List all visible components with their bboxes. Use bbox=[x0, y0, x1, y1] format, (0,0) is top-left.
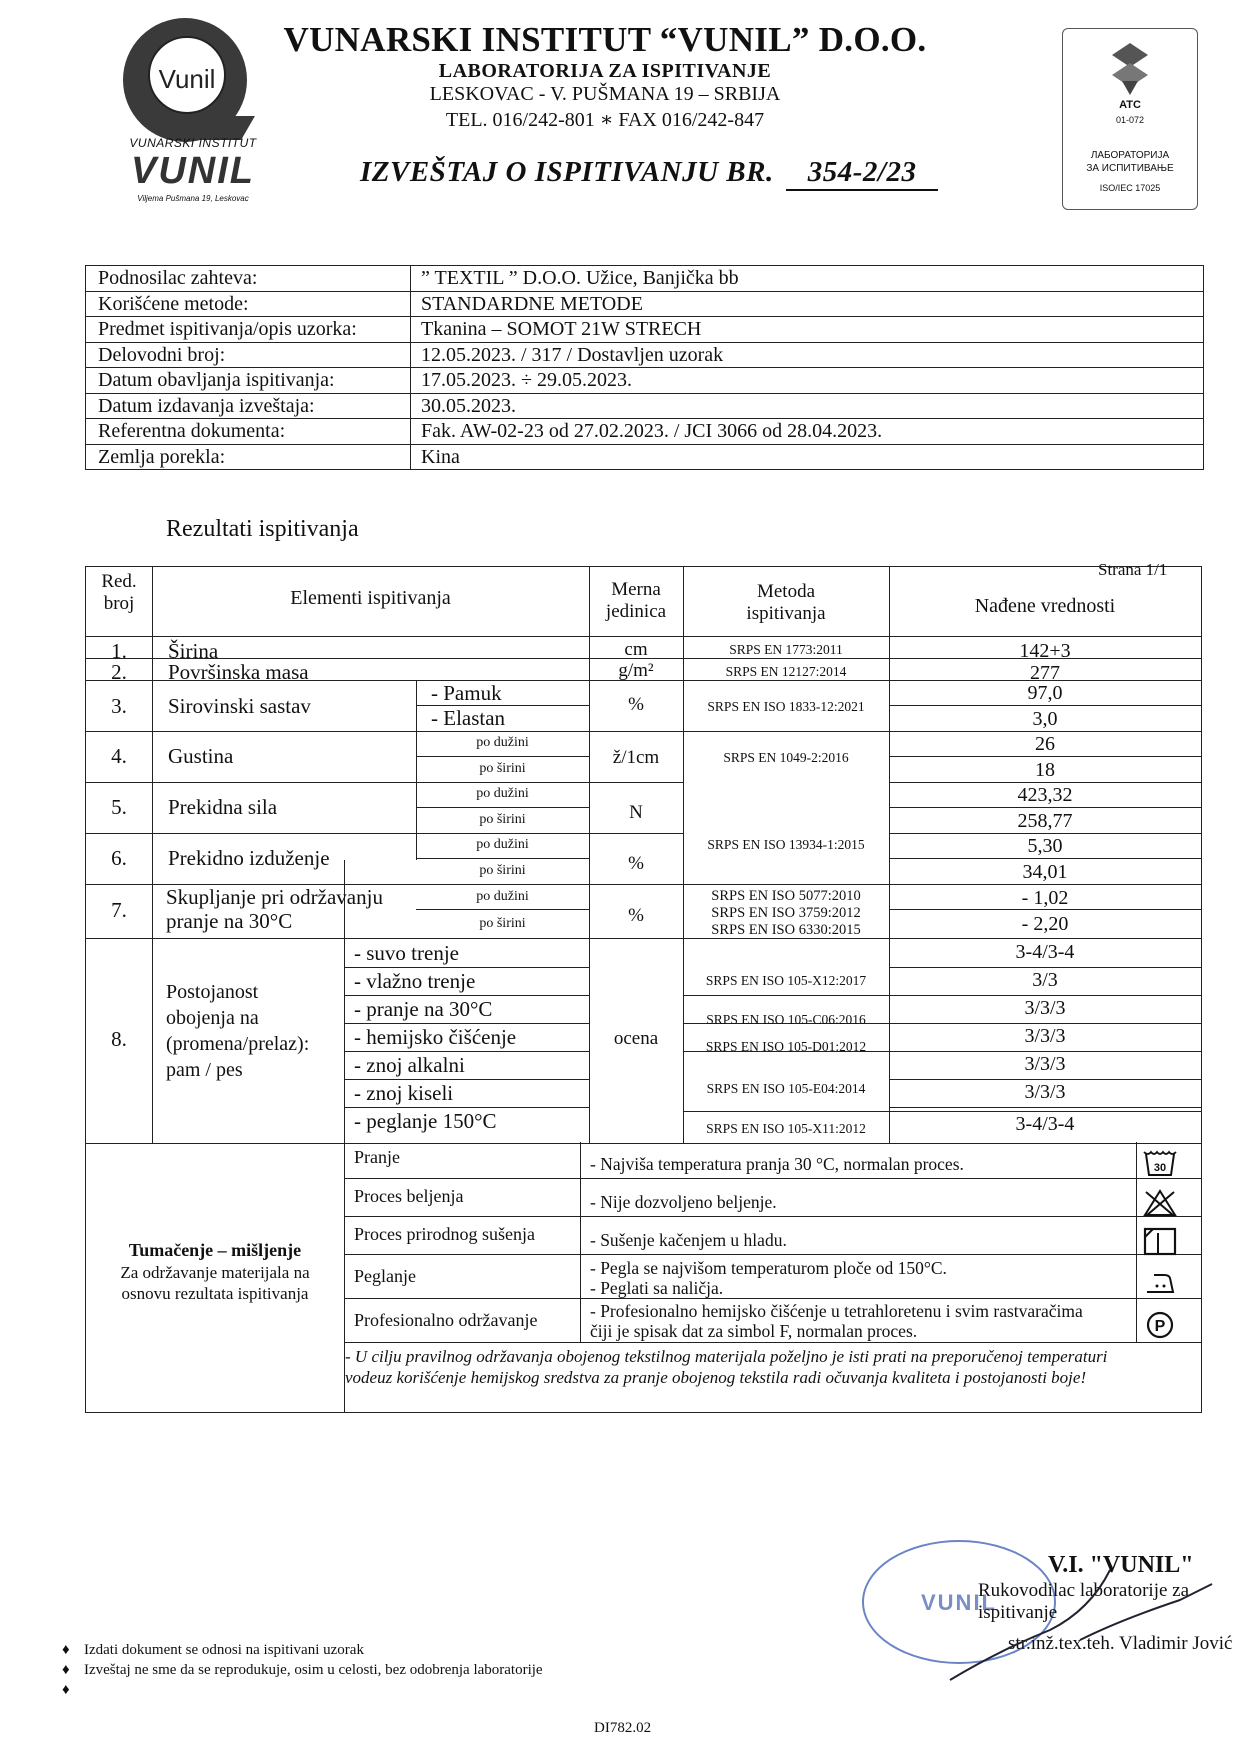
row-sub: - Elastan bbox=[431, 706, 506, 730]
header-no bbox=[86, 571, 152, 615]
row-value: 277 bbox=[1030, 662, 1060, 684]
header-no-line1: Red. bbox=[101, 571, 137, 592]
atc-lab-line2: ЗА ИСПИТИВАЊЕ bbox=[1086, 163, 1174, 174]
col-divider bbox=[1136, 1142, 1137, 1342]
atc-logo-icon bbox=[1108, 41, 1152, 97]
laboratory-name: LABORATORIJA ZA ISPITIVANJE bbox=[438, 60, 772, 82]
info-row bbox=[86, 317, 1203, 343]
logo-caption: VUNARSKI INSTITUT bbox=[129, 136, 257, 150]
row-divider bbox=[889, 807, 1201, 808]
wash-30-icon bbox=[1142, 1148, 1178, 1178]
info-row bbox=[86, 445, 1203, 470]
row-method: SRPS EN 1049-2:2016 bbox=[723, 750, 849, 765]
stamp-text: VUNIL bbox=[921, 1590, 997, 1615]
row-unit: % bbox=[628, 853, 644, 874]
row-divider bbox=[344, 1298, 1201, 1299]
info-label: Predmet ispitivanja/opis uzorka: bbox=[86, 317, 411, 342]
vunil-logo bbox=[118, 18, 268, 203]
care-text bbox=[590, 1301, 1083, 1341]
row-sub: po širini bbox=[479, 916, 526, 931]
handwritten-signature bbox=[940, 1560, 1220, 1690]
care-text-line: čiji je spisak dat za simbol F, normalan proces. bbox=[590, 1321, 918, 1341]
info-value: Kina bbox=[421, 445, 460, 468]
info-label: Korišćene metode: bbox=[86, 292, 411, 317]
info-label: Referentna dokumenta: bbox=[86, 419, 411, 444]
row-value: 3-4/3-4 bbox=[1015, 941, 1075, 963]
row-sub: po dužini bbox=[476, 837, 529, 852]
row-method: SRPS EN ISO 105-E04:2014 bbox=[706, 1081, 866, 1096]
logo-address: Viljema Pušmana 19, Leskovac bbox=[137, 194, 249, 203]
row-value: - 1,02 bbox=[1021, 887, 1069, 909]
signature-name: str.inž.tex.teh. Vladimir Jović bbox=[1008, 1633, 1233, 1654]
institute-name: VUNARSKI INSTITUT “VUNIL” D.O.O. bbox=[283, 20, 927, 59]
signature-org: V.I. "VUNIL" bbox=[1048, 1552, 1194, 1578]
footer-notes bbox=[62, 1640, 543, 1700]
row-divider bbox=[86, 782, 683, 783]
info-value: ” TEXTIL ” D.O.O. Užice, Banjička bb bbox=[421, 267, 739, 289]
row-value: - 2,20 bbox=[1021, 913, 1069, 935]
header-value: Nađene vrednosti bbox=[974, 595, 1116, 617]
row-divider bbox=[683, 1111, 1201, 1112]
row-sub: - suvo trenje bbox=[354, 941, 459, 965]
results-title: Rezultati ispitivanja bbox=[166, 516, 359, 542]
row-sub: po dužini bbox=[476, 889, 529, 904]
row-name bbox=[166, 979, 309, 1083]
row-divider bbox=[86, 636, 1201, 637]
row-value: 258,77 bbox=[1017, 810, 1073, 832]
row-sub: - hemijsko čišćenje bbox=[354, 1025, 517, 1049]
document-code: DI782.02 bbox=[594, 1720, 652, 1736]
row-name-line1: Skupljanje pri održavanju bbox=[166, 885, 383, 909]
care-text-line: - Profesionalno hemijsko čišćenje u tetrahloretenu i svim rastvaračima bbox=[590, 1301, 1083, 1321]
page-number: Strana 1/1 bbox=[1098, 560, 1168, 579]
row-sub: po širini bbox=[479, 812, 526, 827]
row-divider bbox=[344, 967, 589, 968]
interpretation-subtitle-line: osnovu rezultata ispitivanja bbox=[121, 1284, 309, 1303]
row-divider bbox=[344, 1023, 589, 1024]
report-number: 354-2/23 bbox=[786, 156, 939, 191]
footer-line bbox=[62, 1680, 543, 1700]
row-value: 5,30 bbox=[1027, 835, 1063, 857]
row-value: 34,01 bbox=[1022, 861, 1068, 883]
info-value: 17.05.2023. ÷ 29.05.2023. bbox=[421, 369, 632, 391]
row-divider bbox=[416, 858, 589, 859]
report-title-text: IZVEŠTAJ O ISPITIVANJU BR. bbox=[360, 156, 774, 188]
info-row bbox=[86, 343, 1203, 369]
row-method: SRPS EN 1773:2011 bbox=[729, 642, 843, 657]
row-value: 18 bbox=[1035, 759, 1055, 781]
row-sub: po širini bbox=[479, 761, 526, 776]
bullet-icon: ♦ bbox=[62, 1682, 70, 1698]
interpretation-subtitle-line: Za održavanje materijala na bbox=[120, 1263, 310, 1282]
row-method: SRPS EN ISO 13934-1:2015 bbox=[707, 837, 865, 852]
row-no: 7. bbox=[111, 898, 127, 922]
row-divider bbox=[889, 1107, 1201, 1108]
row-value: 3/3/3 bbox=[1024, 1053, 1066, 1075]
row-unit: N bbox=[629, 802, 643, 823]
footer-line bbox=[62, 1660, 543, 1680]
row-divider bbox=[889, 782, 1201, 783]
row-sub: - Pamuk bbox=[431, 681, 502, 705]
row-sub: po dužini bbox=[476, 786, 529, 801]
row-divider bbox=[86, 833, 683, 834]
row-divider bbox=[416, 807, 589, 808]
header-element: Elementi ispitivanja bbox=[290, 587, 451, 609]
atc-code: 01-072 bbox=[1115, 115, 1145, 125]
row-sub: - vlažno trenje bbox=[354, 969, 476, 993]
row-unit: ž/1cm bbox=[612, 747, 660, 768]
row-sub: - znoj kiseli bbox=[354, 1081, 454, 1105]
iron-icon bbox=[1142, 1268, 1178, 1298]
atc-label: ATC bbox=[1119, 99, 1141, 111]
logo-badge-text: Vunil bbox=[158, 64, 216, 94]
results-table bbox=[85, 566, 1202, 1144]
header-no-line2: broj bbox=[103, 593, 135, 614]
row-sub: po širini bbox=[479, 863, 526, 878]
care-text-line: - Pegla se najvišom temperaturom ploče od 150°C. bbox=[590, 1258, 947, 1278]
row-name-line: Postojanost bbox=[166, 981, 259, 1003]
row-name-line2: pranje na 30°C bbox=[166, 909, 293, 933]
row-value: 3/3 bbox=[1032, 969, 1058, 991]
row-value: 423,32 bbox=[1017, 784, 1073, 806]
bullet-icon: ♦ bbox=[62, 1642, 70, 1658]
row-name bbox=[166, 885, 383, 933]
row-no: 6. bbox=[111, 846, 127, 870]
info-label: Datum izdavanja izveštaja: bbox=[86, 394, 411, 419]
row-method-line: SRPS EN ISO 5077:2010 bbox=[711, 888, 861, 904]
header-unit bbox=[589, 579, 683, 623]
row-value: 26 bbox=[1035, 733, 1055, 755]
footer-line bbox=[62, 1640, 543, 1660]
row-method: SRPS EN ISO 105-D01:2012 bbox=[705, 1039, 867, 1054]
row-method: SRPS EN 12127:2014 bbox=[725, 664, 847, 679]
row-unit: ocena bbox=[613, 1028, 659, 1049]
row-method: SRPS EN ISO 105-C06:2016 bbox=[706, 1012, 866, 1027]
row-name: Prekidna sila bbox=[168, 795, 278, 819]
row-divider bbox=[889, 705, 1201, 706]
row-divider bbox=[344, 1107, 589, 1108]
row-divider bbox=[889, 756, 1201, 757]
info-row bbox=[86, 394, 1203, 420]
line-dry-shade-icon bbox=[1142, 1226, 1178, 1256]
row-no: 2. bbox=[111, 660, 127, 684]
row-no: 4. bbox=[111, 744, 127, 768]
footer-line-text: Izdati dokument se odnosi na ispitivani uzorak bbox=[84, 1642, 364, 1658]
info-row bbox=[86, 292, 1203, 318]
row-name: Širina bbox=[168, 639, 219, 663]
report-title bbox=[360, 156, 938, 191]
row-divider bbox=[889, 967, 1201, 968]
info-label: Zemlja porekla: bbox=[86, 445, 411, 470]
row-divider bbox=[344, 1254, 1201, 1255]
bullet-icon: ♦ bbox=[62, 1662, 70, 1678]
care-text: - Najviša temperatura pranja 30 °C, normalan proces. bbox=[590, 1154, 964, 1174]
footer-line-text: Izveštaj ne sme da se reprodukuje, osim u celosti, bez odobrenja laboratorije bbox=[84, 1662, 543, 1678]
row-method-line: SRPS EN ISO 3759:2012 bbox=[711, 905, 861, 921]
header-unit-line2: jedinica bbox=[605, 601, 667, 622]
row-sub: - znoj alkalni bbox=[354, 1053, 465, 1077]
row-name-line: pam / pes bbox=[166, 1059, 243, 1081]
row-name: Prekidno izduženje bbox=[168, 846, 330, 870]
care-label: Proces prirodnog sušenja bbox=[354, 1224, 535, 1244]
row-no: 3. bbox=[111, 694, 127, 718]
row-name: Sirovinski sastav bbox=[168, 694, 311, 718]
care-text: - Sušenje kačenjem u hladu. bbox=[590, 1230, 787, 1250]
logo-badge bbox=[148, 36, 226, 114]
row-no: 1. bbox=[111, 639, 127, 663]
dry-clean-p-icon bbox=[1142, 1310, 1178, 1340]
info-label: Podnosilac zahteva: bbox=[86, 266, 411, 291]
row-divider bbox=[416, 909, 589, 910]
atc-iso: ISO/IEC 17025 bbox=[1099, 183, 1161, 193]
row-name-line: (promena/prelaz): bbox=[166, 1033, 310, 1055]
row-divider bbox=[344, 995, 589, 996]
logo-brand: VUNIL bbox=[131, 150, 255, 192]
care-note: - U cilju pravilnog održavanja obojenog tekstilnog materijala poželjno je isti prati na preporučenoj temperaturi vodeuz korišćenje hemijskog sredstva za pranje obojenog tekstila radi očuvanja kvaliteta i postojanosti boje! bbox=[345, 1347, 1108, 1387]
row-divider bbox=[889, 1079, 1201, 1080]
row-divider bbox=[683, 995, 1201, 996]
row-sub: - peglanje 150°C bbox=[354, 1109, 497, 1133]
row-divider bbox=[86, 731, 1201, 732]
row-value: 142+3 bbox=[1019, 640, 1071, 662]
row-sub: - pranje na 30°C bbox=[354, 997, 493, 1021]
col-divider bbox=[580, 1142, 581, 1342]
atc-lab-text bbox=[1063, 149, 1197, 175]
header-method bbox=[683, 581, 889, 625]
row-method: SRPS EN ISO 105-X12:2017 bbox=[705, 973, 867, 988]
no-bleach-icon bbox=[1142, 1188, 1178, 1218]
row-no: 8. bbox=[111, 1027, 127, 1051]
svg-text:30: 30 bbox=[1153, 1162, 1167, 1174]
care-label: Pranje bbox=[354, 1147, 400, 1167]
info-value: 30.05.2023. bbox=[421, 394, 516, 417]
header-method-line2: ispitivanja bbox=[746, 603, 826, 624]
care-label: Peglanje bbox=[354, 1266, 416, 1286]
row-name: Površinska masa bbox=[168, 660, 309, 684]
row-divider bbox=[86, 938, 1201, 939]
row-method bbox=[683, 888, 889, 939]
info-row bbox=[86, 266, 1203, 292]
row-name-line: obojenja na bbox=[166, 1007, 259, 1029]
row-value: 3-4/3-4 bbox=[1015, 1113, 1075, 1135]
signature-role: Rukovodilac laboratorije za ispitivanje bbox=[978, 1580, 1190, 1623]
row-value: 3/3/3 bbox=[1024, 1081, 1066, 1103]
header-unit-line1: Merna bbox=[611, 579, 661, 600]
care-label: Profesionalno održavanje bbox=[354, 1310, 538, 1330]
row-divider bbox=[344, 1342, 1201, 1343]
info-row bbox=[86, 419, 1203, 445]
row-sub: po dužini bbox=[476, 735, 529, 750]
info-value: 12.05.2023. / 317 / Dostavljen uzorak bbox=[421, 343, 724, 366]
row-divider bbox=[889, 858, 1201, 859]
institute-phone: TEL. 016/242-801 ∗ FAX 016/242-847 bbox=[445, 109, 765, 131]
care-text-line: - Peglati sa naličja. bbox=[590, 1278, 724, 1298]
row-method: SRPS EN ISO 1833-12:2021 bbox=[707, 699, 865, 714]
info-table bbox=[85, 265, 1204, 470]
row-divider bbox=[344, 1051, 589, 1052]
row-divider bbox=[416, 756, 589, 757]
row-method-line: SRPS EN ISO 6330:2015 bbox=[711, 922, 861, 938]
row-divider bbox=[344, 1079, 589, 1080]
interpretation-heading: Tumačenje – mišljenje bbox=[128, 1240, 302, 1260]
interpretation-subtitle bbox=[100, 1262, 330, 1304]
row-unit: cm bbox=[624, 639, 648, 660]
care-label: Proces beljenja bbox=[354, 1186, 464, 1206]
info-label: Datum obavljanja ispitivanja: bbox=[86, 368, 411, 393]
header-method-line1: Metoda bbox=[756, 581, 816, 602]
info-label: Delovodni broj: bbox=[86, 343, 411, 368]
row-name: Gustina bbox=[168, 744, 234, 768]
institute-address: LESKOVAC - V. PUŠMANA 19 – SRBIJA bbox=[429, 83, 781, 105]
row-divider bbox=[344, 1178, 1201, 1179]
info-row bbox=[86, 368, 1203, 394]
info-value: Tkanina – SOMOT 21W STRECH bbox=[421, 318, 702, 340]
care-text: - Nije dozvoljeno beljenje. bbox=[590, 1192, 777, 1212]
row-no: 5. bbox=[111, 795, 127, 819]
svg-text:P: P bbox=[1154, 1318, 1166, 1335]
accreditation-badge bbox=[1062, 28, 1198, 210]
care-text bbox=[590, 1258, 947, 1298]
row-value: 3,0 bbox=[1032, 708, 1058, 730]
row-unit: g/m² bbox=[618, 660, 654, 681]
info-value: STANDARDNE METODE bbox=[421, 292, 643, 315]
row-method: SRPS EN ISO 105-X11:2012 bbox=[706, 1121, 866, 1136]
info-value: Fak. AW-02-23 od 27.02.2023. / JCI 3066 od 28.04.2023. bbox=[421, 420, 883, 442]
row-divider bbox=[889, 833, 1201, 834]
row-divider bbox=[344, 1216, 1201, 1217]
row-value: 97,0 bbox=[1027, 682, 1063, 704]
col-divider bbox=[152, 567, 153, 1143]
row-value: 3/3/3 bbox=[1024, 1025, 1066, 1047]
row-unit: % bbox=[628, 694, 644, 715]
row-value: 3/3/3 bbox=[1024, 997, 1066, 1019]
row-unit: % bbox=[628, 905, 644, 926]
atc-lab-line1: ЛАБОРАТОРИЈА bbox=[1090, 150, 1170, 161]
